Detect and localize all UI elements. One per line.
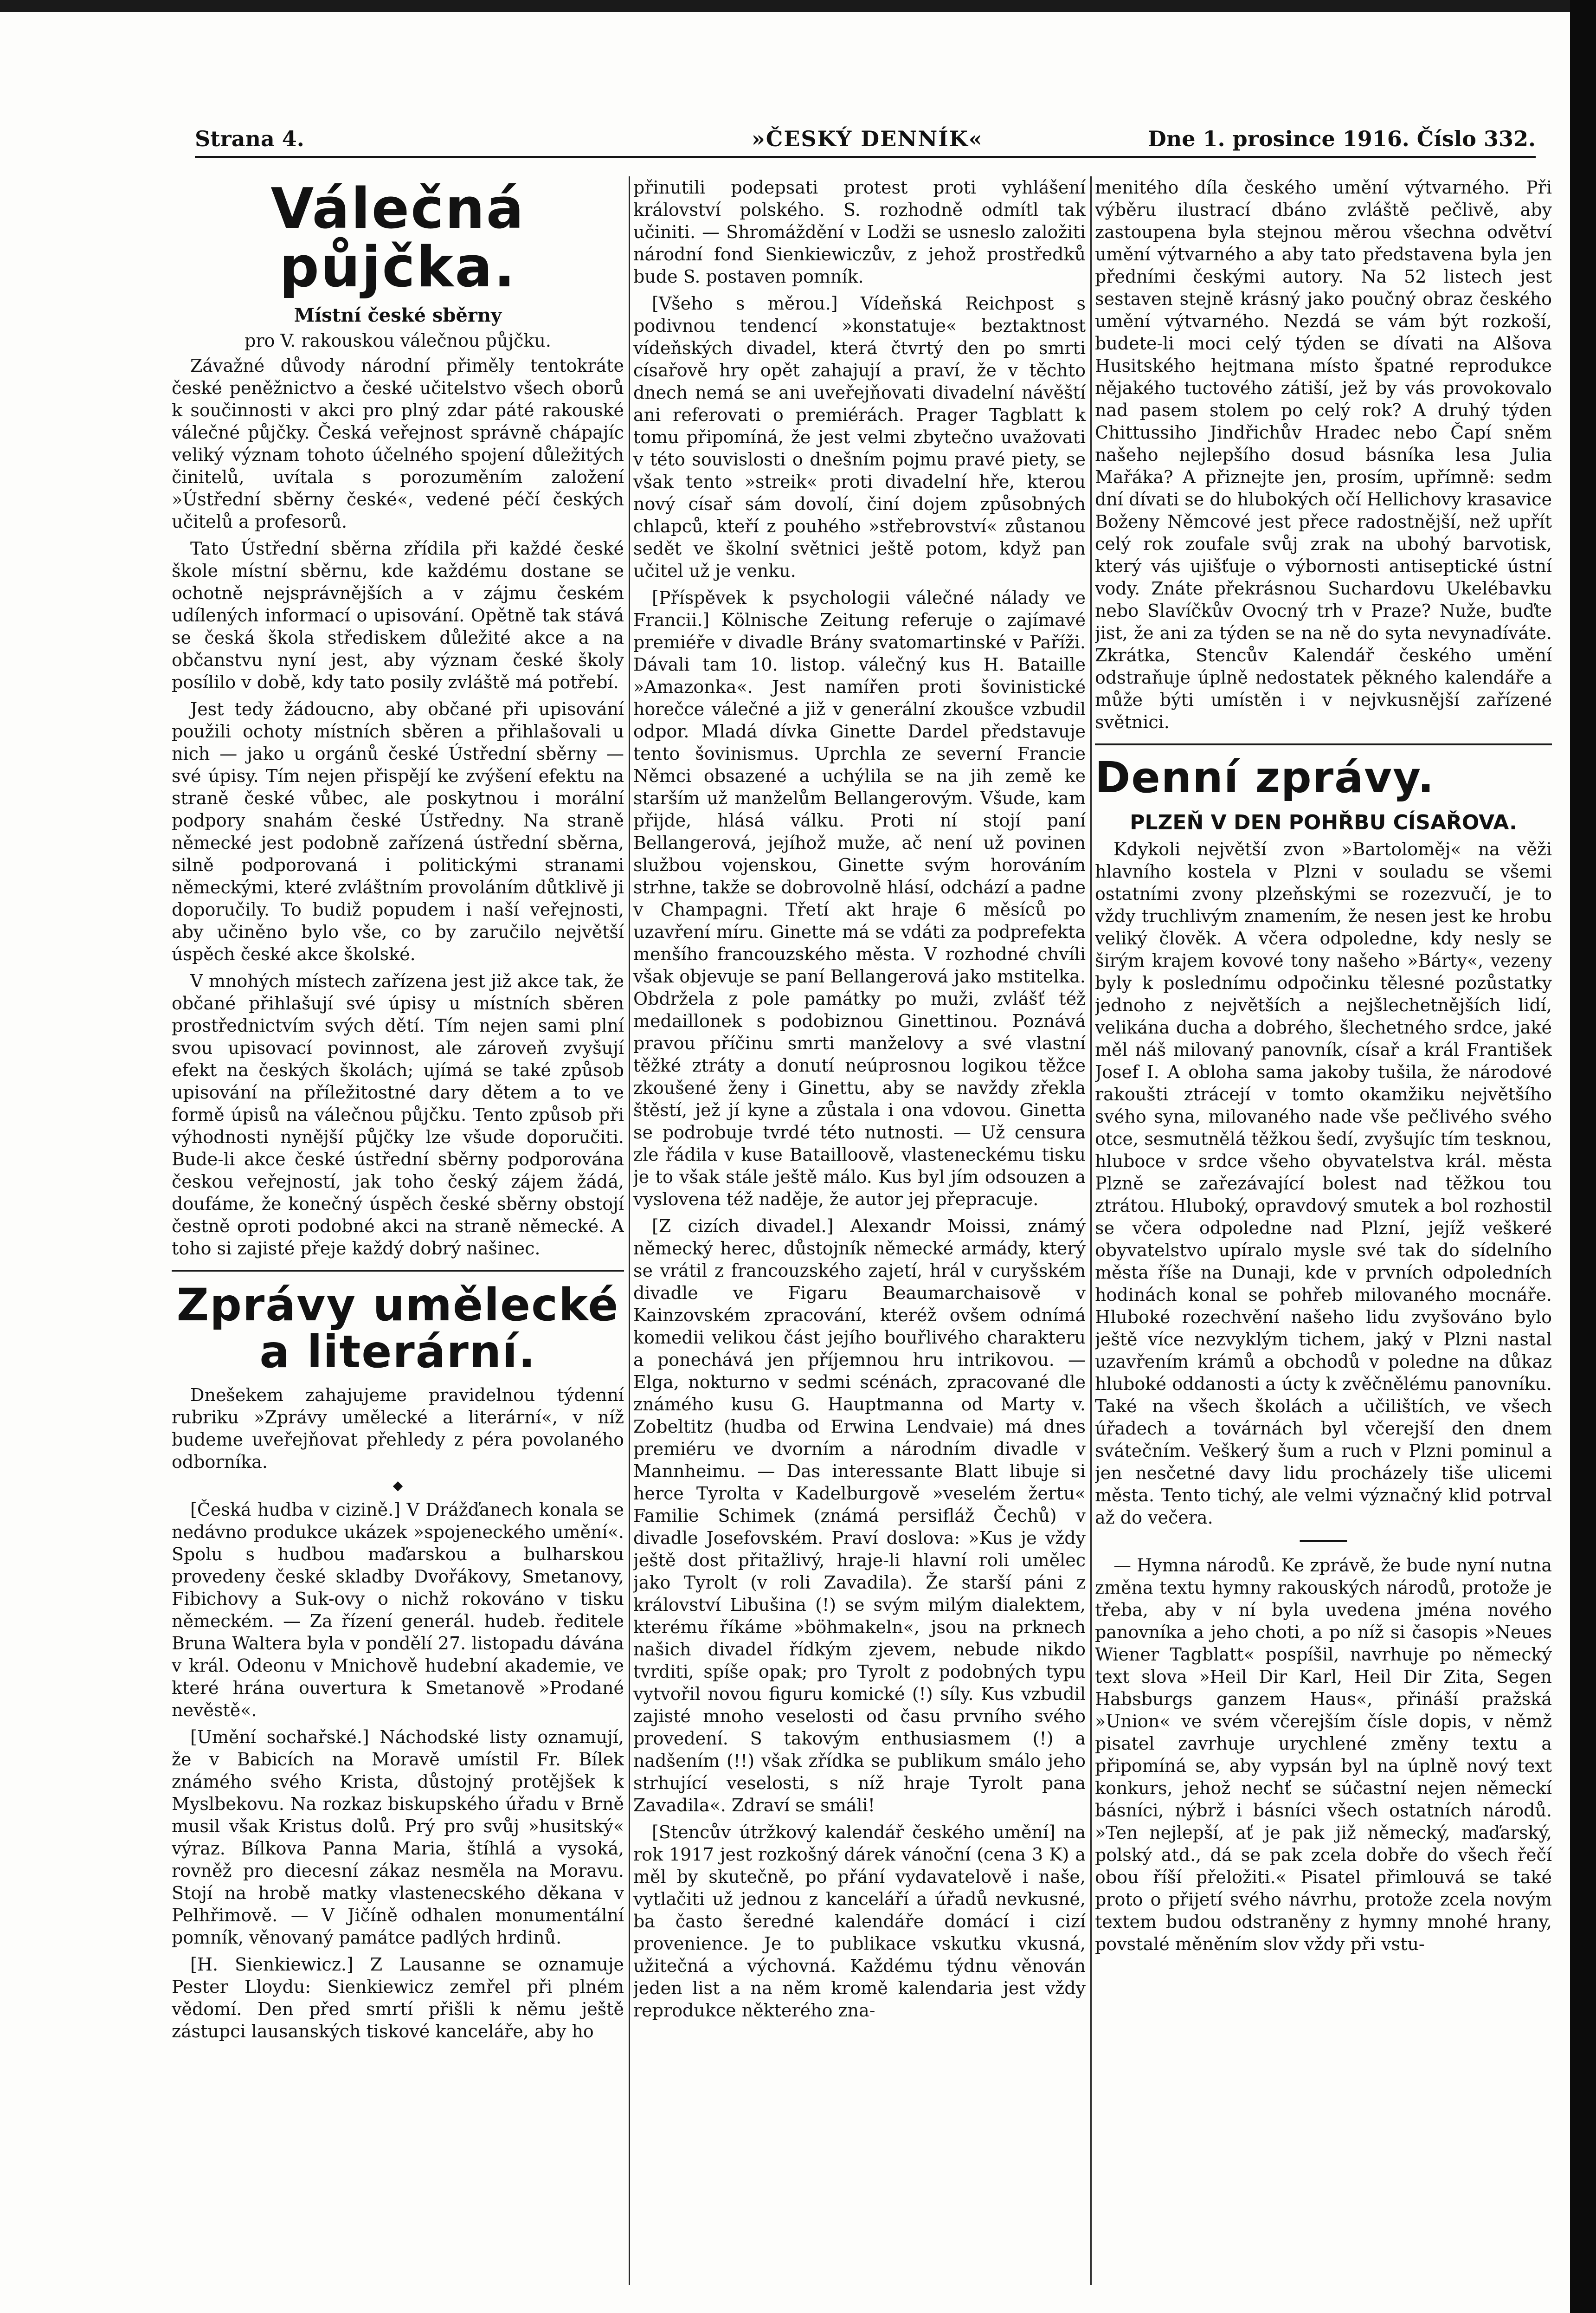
header-rule (195, 156, 1536, 158)
news-item: Kdykoli největší zvon »Bartoloměj« na věži hlavního kostela v Plzni v souladu se všemi ostatními zvony plzeňskými se rozezvučí, je to vždy truchlivým znamením, že nesen jest ke hrobu veliký člověk. A včera odpoledne, kdy nesly se širým krajem kovové tony našeho »Bárty«, vezeny byly k poslednímu odpočinku tělesné pozůstatky jednoho z největších a nejšlechetnějších lidí, velikána ducha a dobrého, šlechetného srdce, jaké měl náš milovaný panovník, císař a král František Josef I. A obloha sama jakoby tušila, že národové rakoušti ztrácejí v tomto okamžiku největšího svého syna, milovaného nade vše pečlivého svého otce, sesmutnělá těžkou šedí, zvyšujíc tím tesknou, hluboce v srdce všeho obyvatelstva král. města Plzně se zařezávající bolest nad těžkou tou ztrátou. Hluboký, opravdový smutek a bol rozhostil se včera odpoledne nad Plzní, jejíž veškeré obyvatelstvo upíralo mysle své tak do sídelního města říše na Dunaji, kde v prvních odpoledních hodinách konal se pohřeb milovaného mocnáře. Hluboké rozechvění našeho lidu zvyšováno bylo ještě více nezvyklým tichem, jaký v Plzni nastal uzavřením krámů a obchodů v poledne na důkaz hluboké oddanosti a úcty k zvěčnělému panovníku. Také na všech školách a učilištích, ve všech úřadech a továrnách byl včerejší den dnem svátečním. Veškerý šum a ruch v Plzni pominul a jen nesčetné davy lidu procházely tiše ulicemi města. Tento tichý, ale velmi význačný klid potrval až do večera. (1095, 839, 1552, 1528)
section-title-line-2: a literární. (259, 1325, 536, 1378)
scan-top-border (0, 0, 1596, 12)
article-paragraph: Jest tedy žádoucno, aby občané při upisování použili ochoty místních sběren a přihlašovali u nich — jako u orgánů české Ústřední sběrny — své úpisy. Tím nejen přispějí ke zvýšení efektu na straně české vůbec, ale poskytnou i morální podpory snahám české Ústředny. Na straně německé jest podobně zařízená ústřední sběrna, silně podporovaná i politickými stranami německými, které zvláštním provoláním důtklivě ji doporučily. To budiž popudem i naší veřejnosti, aby učiněno bylo vše, co by zaručilo největší úspěch české akce školské. (172, 699, 624, 964)
section-title-daily-news: Denní zprávy. (1095, 753, 1435, 802)
section-title-art-news (172, 1279, 624, 1378)
news-item: — Hymna národů. Ke zprávě, že bude nyní nutna změna textu hymny rakouských národů, protože je třeba, aby v ní byla uvedena jména nového panovníka a jeho choti, a po níž si časopis »Neues Wiener Tagblatt« pospíšil, navrhuje po německý text slova »Heil Dir Karl, Heil Dir Zita, Segen Habsburgs ganzem Haus«, přináší pražská »Union« ve svém včerejším čísle dopis, v němž pisatel zavrhuje urychlené změny textu a připomíná se, aby vypsán byl na úplně nový text konkurs, jehož nechť se súčastní nejen německí básníci, nýbrž i básníci všech ostatních národů. »Ten nejlepší, ať je pak již německý, maďarský, polský atd., dá se pak zcela dobře do všech řečí obou říší přeložiti.« Pisatel přimlouvá se také proto o přijetí svého návrhu, protože zcela novým textem budou odstraněny z hymny mnohé hrany, povstalé měněním slov vždy při vstu- (1095, 1555, 1552, 1954)
article-subheading: PLZEŇ V DEN POHŘBU CÍSAŘOVA. (1130, 810, 1517, 834)
news-item: [Česká hudba v cizině.] V Drážďanech konala se nedávno produkce ukázek »spojeneckého umění«. Spolu s hudbou maďarskou a bulharskou provedeny české skladby Dvořákovy, Smetanovy, Fibichovy a Suk-ovy o nichž rokováno v tisku německém. — Za řízení generál. hudeb. ředitele Bruna Waltera byla v pondělí 27. listopadu dávána v král. Odeonu v Mnichově hudební akademie, ve které hrána ouvertura k Smetanově »Prodané nevěstě«. (172, 1499, 624, 1720)
column-3 (1095, 176, 1552, 2285)
column-separator-2 (1090, 176, 1092, 2285)
page-number: Strana 4. (195, 126, 304, 151)
section-title-line-1: Zprávy umělecké (176, 1279, 619, 1331)
news-item: [Všeho s měrou.] Vídeňská Reichpost s podivnou tendencí »konstatuje« beztaktnost vídeňských divadel, která čtvrtý den po smrti císařově hry opět zahajují a praví, že v těchto dnech nemá se ani uveřejňovati divadelní návěští ani referovati o premiérách. Prager Tagblatt k tomu připomíná, že jest velmi zbytečno uvažovati v této souvislosti o dnešním pojmu pravé piety, se však tento »streik« proti divadelní hře, kterou nový císař sám dovolí, činí dojem způsobných chlapců, kteří z pouhého »střebrovství« zůstanou sedět ve školní světnici ještě potom, když pan učitel už je venku. (633, 293, 1086, 581)
ornament-icon: ◆ (393, 1477, 403, 1493)
section-divider (172, 1270, 624, 1272)
news-item-continued: menitého díla českého umění výtvarného. Při výběru ilustrací dbáno zvláště pečlivě, aby zastoupena byla stejnou měrou všechna odvětví umění výtvarného a aby tato představena byla jen předními českými autory. Na 52 listech jest sestaven stejně krásný jako poučný obraz českého umění výtvarného. Nezdá se vám být rozkoší, budete-li moci celý týden se dívati na Alšova Husitského hejtmana místo špatné reprodukce nějakého tuctového zátiší, jež by vás provokovalo nad pasem stolem po celý rok? A druhý týden Chittussiho Jindřichův Hradec nebo Čapí sněm našeho nejlepšího dosud básníka lesa Julia Mařáka? A přiznejte jen, prosím, upřímně: sedm dní dívati se do hlubokých očí Hellichovy krasavice Boženy Němcové jest přece radostnější, než upřít celý rok zoufale svůj zrak na ubohý barvotisk, který vás ujišťuje o výbornosti antiseptické ústní vody. Znáte překrásnou Suchardovu Ukelébavku nebo Slavíčkův Ovocný trh v Praze? Nuže, buďte jist, že ani za týden se na ně do syta nevynadíváte. Zkrátka, Stencův Kalendář českého umění odstraňuje úplně nedostatek pěkného kalendáře a může býti umístěn i v nejvkusnější zařízené světnici. (1095, 177, 1552, 732)
news-item: [Umění sochařské.] Náchodské listy oznamují, že v Babicích na Moravě umístil Fr. Bílek známého svého Krista, důstojný protějšek k Myslbekovu. Na rozkaz biskupského úřadu v Brně musil však Kristus dolů. Prý pro svůj »husitský« výraz. Bílkova Panna Maria, štíhlá a vysoká, rovněž pro diecesní zákaz nesměla na Moravu. Stojí na hrobě matky vlastenecského děkana v Pelhřimově. — V Jičíně odhalen monumentální pomník, věnovaný památce padlých hrdinů. (172, 1726, 624, 1948)
section-intro: Dnešekem zahajujeme pravidelnou týdenní rubriku »Zprávy umělecké a literární«, v níž budeme uveřejňovat přehledy z péra povolaného odborníka. (172, 1384, 624, 1472)
news-item: [Příspěvek k psychologii válečné nálady ve Francii.] Kölnische Zeitung referuje o zajímavé premiéře v divadle Brány svatomartinské v Paříži. Dávali tam 10. listop. válečný kus H. Bataille »Amazonka«. Jest namířen proti šovinistické horečce válečné a již v generální zkoušce vzbudil odpor. Mladá dívka Ginette Dardel představuje tento šovinismus. Uprchla ze severní Francie Němci obsazené a uchýlila se na jih země ke starším už manželům Bellangerovým. Všude, kam přijde, hlásá válku. Proti ní stojí paní Bellangerová, jejíhož muže, ač není už povinen službou vojenskou, Ginette svým horováním strhne, takže se dobrovolně hlásí, odchází a padne v Champagni. Třetí akt hraje 6 měsíců po uzavření míru. Ginette má se vdáti za podprefekta menšího francouzského města. V rozhodné chvíli však objevuje se paní Bellangerová jako mstitelka. Obdržela z pole památky po muži, zvlášť též medaillonek s podobiznou Ginettinou. Poznává pravou příčinu smrti manželovy a své vlastní těžké ztráty a donutí neúprosnou logikou těžce zkoušené ženy i Ginettu, aby se navždy zřekla štěstí, jež jí kyne a zůstala i ona vdovou. Ginetta se podrobuje tvrdé této nutnosti. — Už censura zle řádila v kuse Batailloově, vlasteneckému tisku je to však stále ještě málo. Kus byl jím odsouzen a vyslovena též naděje, že autor jej přepracuje. (633, 588, 1086, 1209)
page-header (195, 126, 1536, 159)
column-separator-1 (629, 176, 630, 2285)
article-subtitle: Místní české sběrny (294, 304, 502, 326)
article-paragraph: V mnohých místech zařízena jest již akce tak, že občané přihlašují své úpisy u místních sběren prostřednictvím svých dětí. Tím nejen sami plní svou upisovací povinnost, ale zároveň zvyšují efekt na českých školách; ujímá se také způsob upisování na příležitostné dary dětem a to ve formě úpisů na válečnou půjčku. Tento způsob při výhodnosti nynější půjčky lze všude doporučiti. Bude-li akce české ústřední sběrny podporována českou veřejností, jak toho český zájem žádá, doufáme, že konečný úspěch české sběrny obstojí čestně oproti podobné akci na straně německé. A toho si zajisté přeje každý dobrý našinec. (172, 971, 624, 1259)
news-item: [Stencův útržkový kalendář českého umění] na rok 1917 jest rozkošný dárek vánoční (cena 3 K) a měl by skutečně, po přání vydavatelově i naše, vytlačiti už jednou z kanceláří a úřadů nevkusné, ba často šeredné kalendáře domácí i cizí provenience. Je to publikace vskutku vkusná, užitečná a výchovná. Každému týdnu věnován jeden list a na něm kromě kalendaria jest vždy reprodukce některého zna- (633, 1822, 1086, 2021)
article-paragraph: Tato Ústřední sběrna zřídila při každé české škole místní sběrnu, kde každému dostane se ochotně nejsprávnějších a v zájmu českém udílených informací o upisování. Opětně tak stává se česká škola střediskem důležité akce a na občanstvu nyní jest, aby význam české školy posílilo v době, kdy tato posily zvláště má potřebí. (172, 538, 624, 692)
news-item-continued: přinutili podepsati protest proti vyhlášení království polského. S. rozhodně odmítl tak učiniti. — Shromáždění v Lodži se usneslo založiti národní fond Sienkiewiczův, z jehož prostředků bude S. postaven pomník. (633, 177, 1086, 287)
section-divider (1095, 743, 1552, 745)
article-paragraph: Závažné důvody národní přiměly tentokráte české peněžnictvo a české učitelstvo všech oborů k součinnosti v akci pro plný zdar páté rakouské válečné půjčky. Česká veřejnost správně chápajíc veliký význam tohoto účelného spojení důležitých činitelů, uvítala s porozuměním založení »Ústřední sběrny české«, vedené péčí českých učitelů a profesorů. (172, 355, 624, 532)
column-1 (172, 176, 624, 2285)
column-2 (633, 176, 1086, 2285)
article-title-war-loan: Válečná půjčka. (270, 177, 525, 300)
article-subtitle-2: pro V. rakouskou válečnou půjčku. (245, 330, 551, 351)
news-item: [Z cizích divadel.] Alexandr Moissi, známý německý herec, důstojník německé armády, který se vrátil z francouzského zajetí, hrál v curyšském divadle ve Figaru Beaumarchaisově v Kainzovském zpracování, kteréž ovšem odnímá komedii velikou část jejího bouřlivého charakteru a ponechává jen příjemnou hru intrikovou. — Elga, nokturno v sedmi scénách, zpracované dle známého kusu G. Hauptmanna od Marty v. Zobeltitz (hudba od Erwina Lendvaie) má dnes premiéru ve dvorním a národním divadle v Mannheimu. — Das interessante Blatt libuje si herce Tyrolta v Kadelburgově »veselém žertu« Familie Schimek (známá persifláž Čechů) v divadle Josefovském. Praví doslova: »Kus je vždy ještě dost přitažlivý, hraje-li hlavní roli umělec jako Tyrolt (v roli Zavadila). Že starší páni z království Libušina (!) se svým milým dialektem, kterému říkáme »böhmakeln«, jsou na prknech našich divadel řídkým zjevem, nebude nikdo tvrditi, spíše opak; pro Tyrolt z podobných typu vytvořil novou figuru komické (!) síly. Kus vzbudil zajisté mnoho veselosti od času prvního svého provedení. S takovým enthusiasmem (!) a nadšením (!!) však zřídka se publikum smálo jeho strhující veselosti, s níž hraje Tyrolt pana Zavadila«. Zdraví se smáli! (633, 1216, 1086, 1816)
masthead: »ČESKÝ DENNÍK« (752, 126, 983, 151)
issue-date: Dne 1. prosince 1916. Číslo 332. (1147, 126, 1536, 151)
news-item: [H. Sienkiewicz.] Z Lausanne se oznamuje Pester Lloydu: Sienkiewicz zemřel při plném vědomí. Den před smrtí přišli k němu ještě zástupci lausanských tiskové kanceláře, aby ho (172, 1954, 624, 2042)
ornament-rule: ━━━━━━ (1300, 1533, 1347, 1549)
scan-right-border (1570, 0, 1596, 2313)
